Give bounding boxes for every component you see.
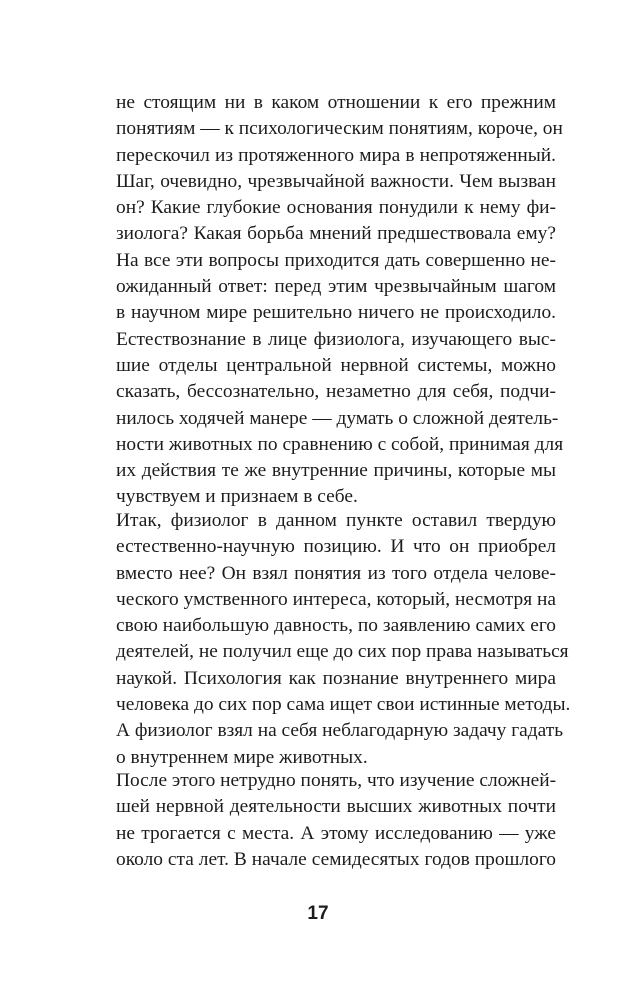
text-line: шей нервной деятельности высших животных почти — [116, 796, 556, 818]
paragraph-3 — [116, 768, 556, 873]
text-line: он? Какие глубокие основания понудили к нему фи- — [116, 197, 556, 219]
text-line: наукой. Психология как познание внутреннего мира — [116, 667, 556, 689]
text-line: не трогается с места. А этому исследованию — уже — [116, 822, 556, 844]
text-line: Естествознание в лице физиолога, изучающего выс- — [116, 328, 556, 350]
text-line: понятиям — к психологическим понятиям, короче, он — [116, 118, 563, 140]
paragraph-2 — [116, 508, 571, 771]
text-line: ности животных по сравнению с собой, принимая для — [116, 433, 564, 455]
text-line: деятелей, не получил еще до сих пор права называться — [116, 641, 569, 663]
text-line: о внутреннем мире животных. — [116, 746, 368, 768]
text-line: Шаг, очевидно, чрезвычайной важности. Чем вызван — [116, 170, 556, 192]
text-line: ческого умственного интереса, который, несмотря на — [116, 588, 556, 610]
text-line: шие отделы центральной нервной системы, можно — [116, 354, 556, 376]
text-line: перескочил из протяженного мира в непротяженный. — [116, 144, 556, 166]
text-line: их действия те же внутренние причины, которые мы — [116, 460, 556, 482]
text-line: не стоящим ни в каком отношении к его прежним — [116, 92, 556, 113]
text-line: На все эти вопросы приходится дать совершенно не- — [116, 249, 556, 271]
text-line: естественно-научную позицию. И что он приобрел — [116, 536, 556, 558]
text-line: вместо нее? Он взял понятия из того отдела челове- — [116, 562, 556, 584]
page-number: 17 — [307, 903, 329, 924]
text-line: свою наибольшую давность, по заявлению самих его — [116, 615, 556, 637]
text-line: ожиданный ответ: перед этим чрезвычайным шагом — [116, 276, 556, 298]
text-line: чувствуем и признаем в себе. — [116, 486, 358, 508]
text-line: сказать, бессознательно, незаметно для себя, подчи- — [116, 381, 556, 403]
text-line: в научном мире решительно ничего не происходило. — [116, 302, 556, 324]
text-line: После этого нетрудно понять, что изучение сложней- — [116, 770, 557, 791]
text-line: зиолога? Какая борьба мнений предшествовала ему? — [116, 223, 556, 245]
paragraph-1 — [116, 90, 564, 511]
text-line: около ста лет. В начале семидесятых годов прошлого — [116, 848, 556, 870]
text-line: нилось ходячей манере — думать о сложной деятель- — [116, 407, 559, 429]
text-line: человека до сих пор сама ищет свои истинные методы. — [116, 694, 571, 716]
text-line: Итак, физиолог в данном пункте оставил твердую — [116, 510, 556, 531]
text-line: А физиолог взял на себя неблагодарную задачу гадать — [116, 720, 564, 742]
